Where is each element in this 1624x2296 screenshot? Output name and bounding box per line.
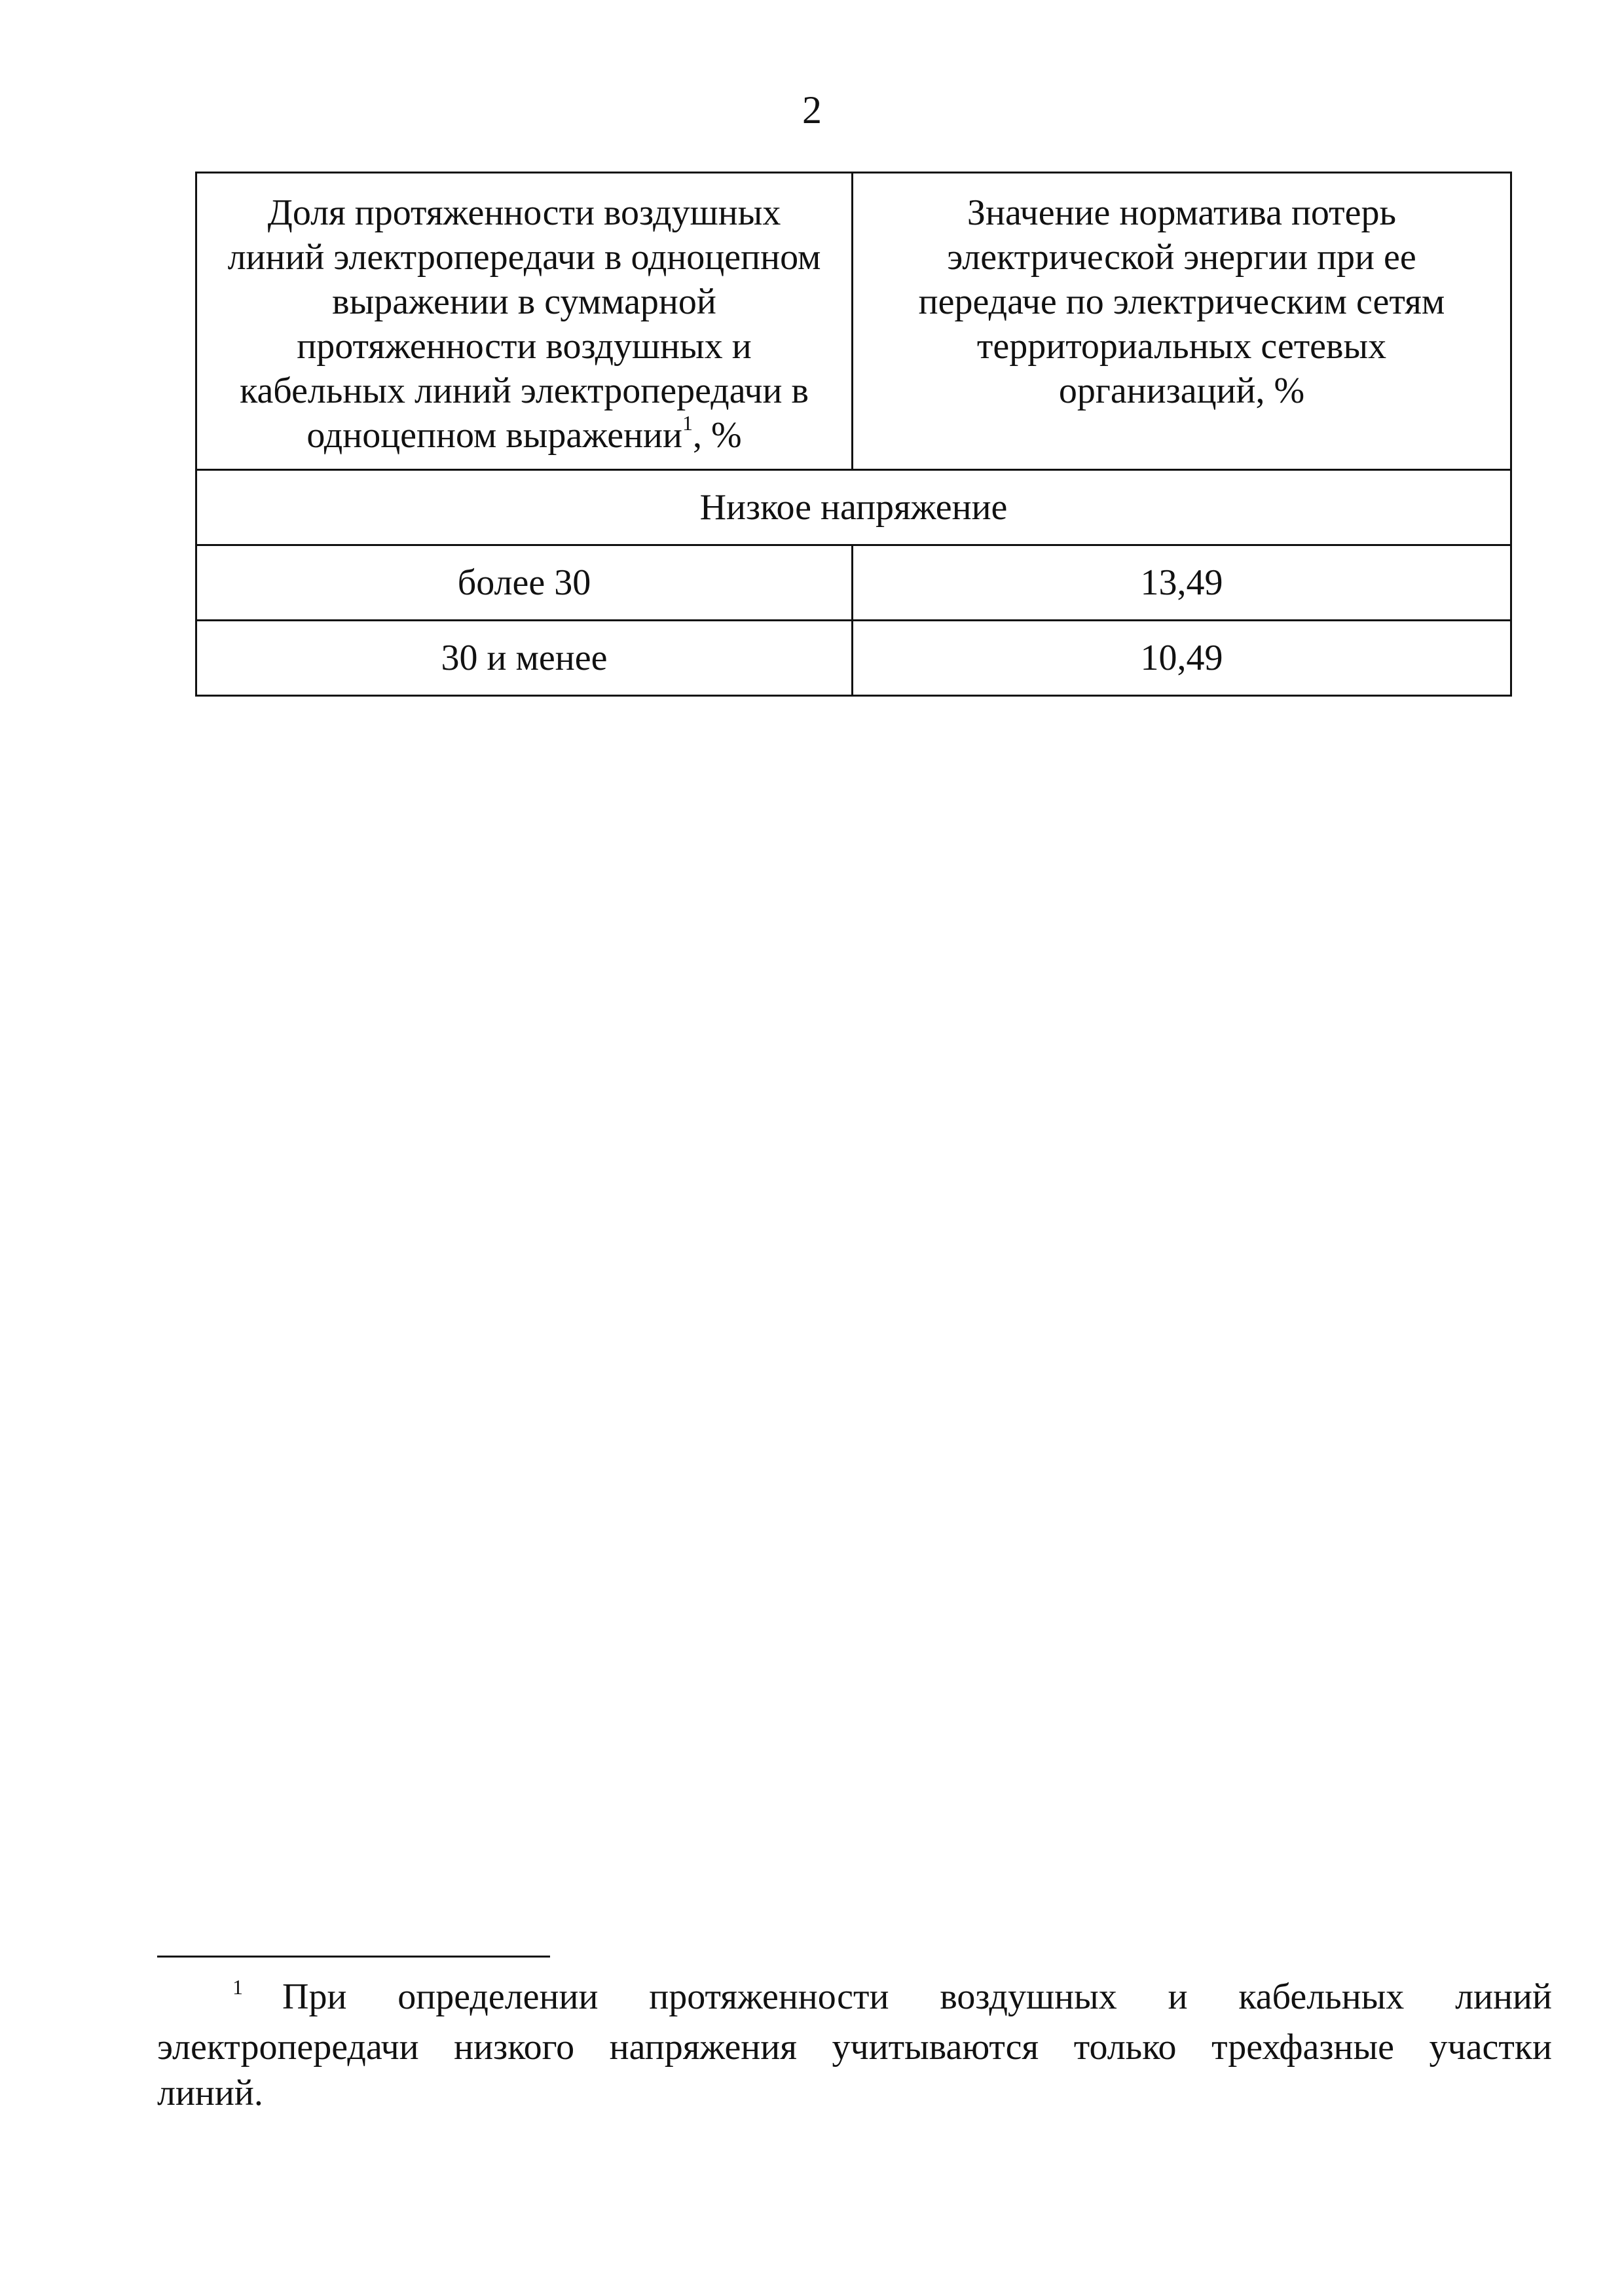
- footnote-marker: 1: [232, 1975, 243, 1999]
- value-cell: 10,49: [853, 621, 1511, 696]
- header-norm-line: территориальных сетевых: [976, 326, 1387, 367]
- header-norm-line: передаче по электрическим сетям: [918, 282, 1445, 322]
- share-cell: 30 и менее: [196, 621, 853, 696]
- section-title: Низкое напряжение: [196, 470, 1511, 545]
- section-row: [196, 470, 1511, 545]
- footnote-line: [157, 1974, 1552, 2024]
- header-share-line: выражении в суммарной: [332, 282, 716, 322]
- footnote-text: При определении протяженности воздушных и кабельных линий: [282, 1977, 1552, 2017]
- header-share-line: Доля протяженности воздушных: [267, 192, 781, 233]
- table-row: [196, 621, 1511, 696]
- header-norm-line: электрической энергии при ее: [947, 237, 1416, 278]
- header-norm-cell: [853, 173, 1511, 470]
- loss-norm-table: [195, 172, 1512, 697]
- page-number: 2: [802, 88, 822, 132]
- header-share-cell: [196, 173, 853, 470]
- header-share-line: кабельных линий электропередачи в: [240, 371, 809, 411]
- footnote-line: электропередачи низкого напряжения учитываются только трехфазные участки: [157, 2027, 1552, 2068]
- header-norm-line: организаций, %: [1058, 371, 1305, 411]
- header-share-line: протяженности воздушных и: [297, 326, 752, 367]
- header-share-line-last: [197, 413, 851, 458]
- header-share-text: одноцепном выражении: [306, 415, 682, 456]
- footnote: [157, 1974, 1552, 2116]
- header-share-unit: , %: [692, 415, 742, 456]
- footnote-reference: 1: [682, 411, 693, 435]
- value-cell: 13,49: [853, 545, 1511, 621]
- table-header-row: [196, 173, 1511, 470]
- table-row: [196, 545, 1511, 621]
- header-norm-line: Значение норматива потерь: [967, 192, 1397, 233]
- footnote-line: линий.: [157, 2073, 263, 2113]
- share-cell: более 30: [196, 545, 853, 621]
- footnote-divider: [157, 1956, 550, 1958]
- header-share-line: линий электропередачи в одноцепном: [227, 237, 821, 278]
